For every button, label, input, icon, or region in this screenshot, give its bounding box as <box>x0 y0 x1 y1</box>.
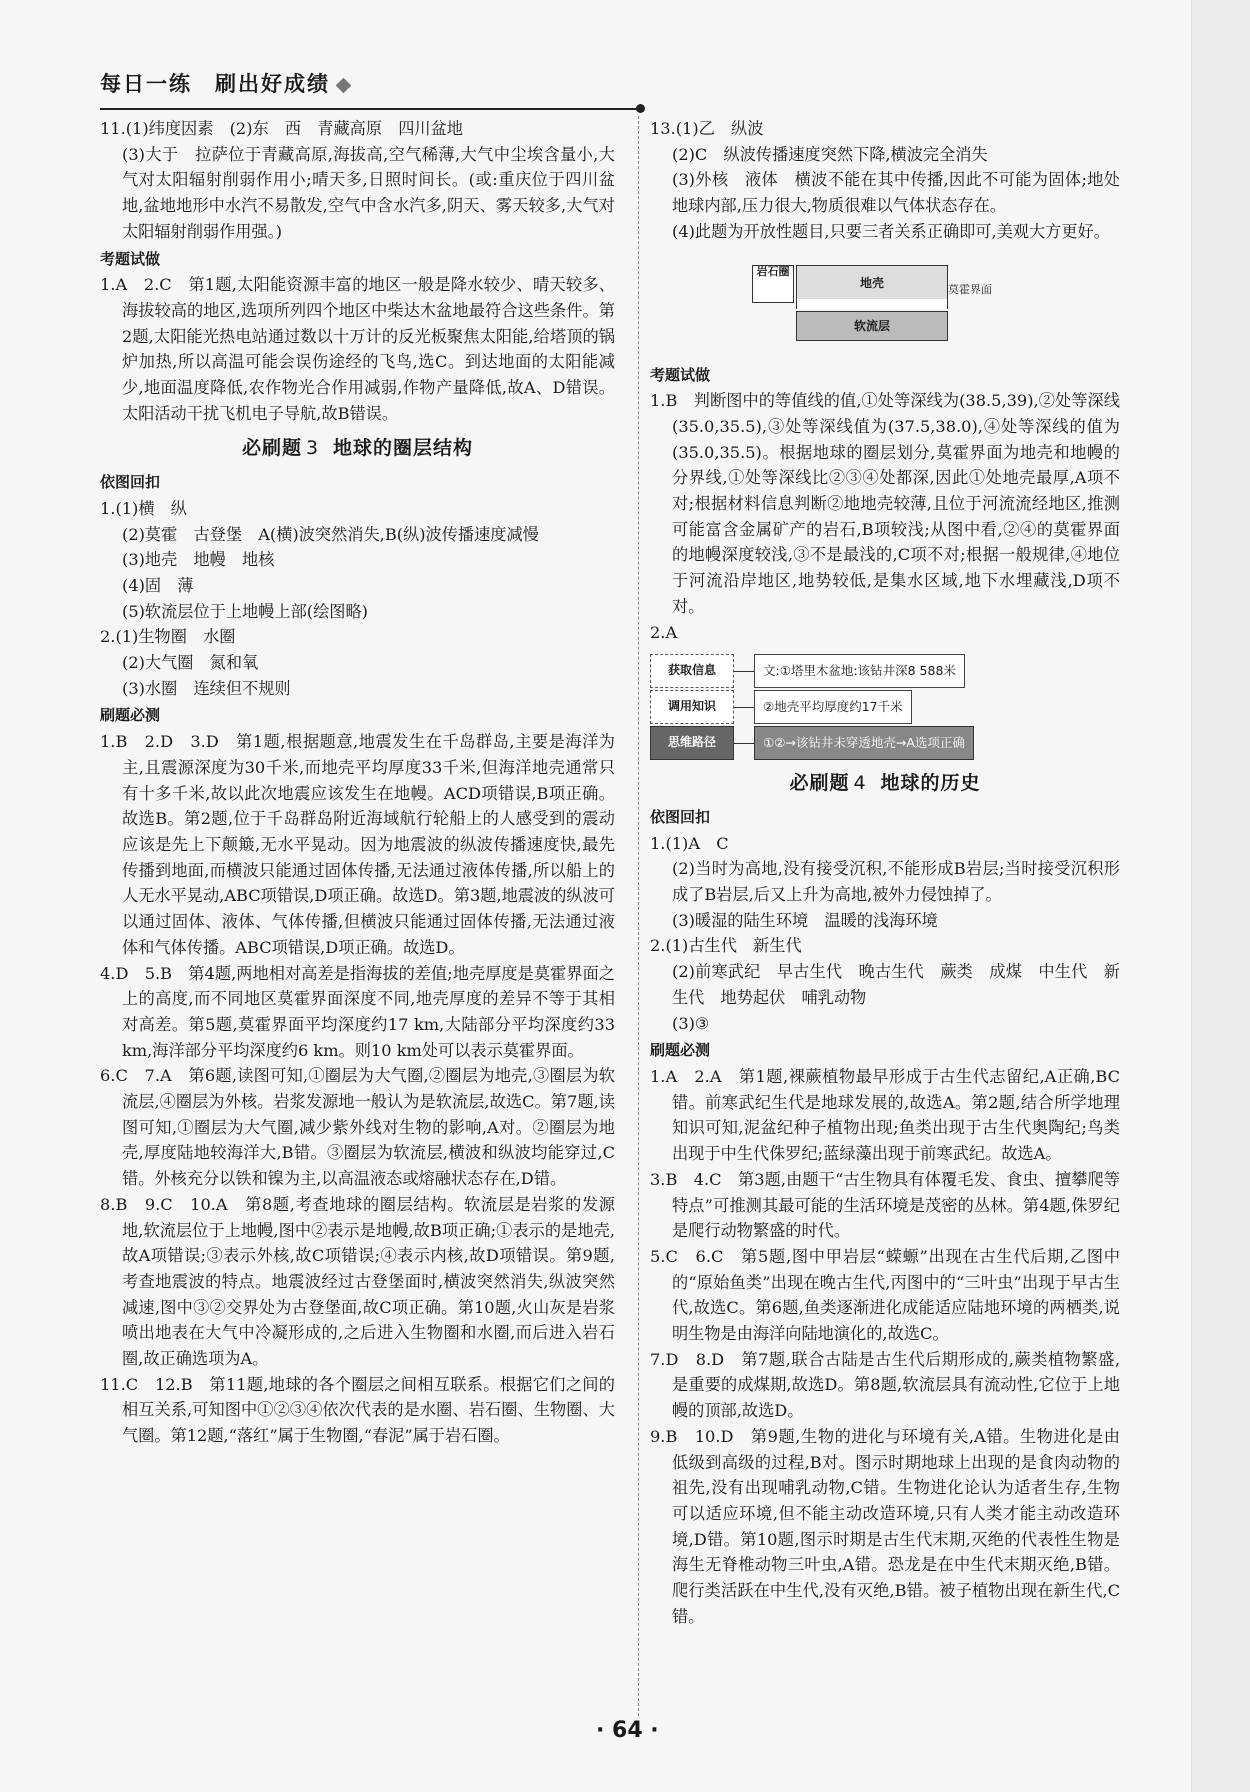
asthenosphere-layer: 软流层 <box>796 311 948 341</box>
reasoning-flow-diagram <box>650 653 1120 761</box>
flow-row <box>650 653 1120 689</box>
answer-paragraph: 1.B 判断图中的等值线的值,①处等深线为(38.5,39),②处等深线(35.0,35.5),③处等深线值为(37.5,38.0),④处等深线的值为(35.0,35.5)。根据地球的圈层划分,莫霍界面为地壳和地幔的分界线,①处等深线比②③④处都深,因此①处地壳最厚,A项不对;根据材料信息判断②地地壳较薄,且位于河流流经地区,推测可能富含金属矿产的岩石,B项较浅;从图中看,②④的莫霍界面的地幔深度较浅,③不是最浅的,C项不对;根据一般规律,④地位于河流沿岸地区,地势较低,是集水区域,地下水埋藏浅,D项不对。 <box>650 391 1120 616</box>
flow-content: ①②→该钻井未穿透地壳→A选项正确 <box>754 726 974 760</box>
flow-label: 获取信息 <box>650 654 734 688</box>
answer-paragraph: (2)C 纵波传播速度突然下降,横波完全消失 <box>672 144 988 164</box>
moho-label: 莫霍界面 <box>948 282 992 296</box>
answer-paragraph: (4)此题为开放性题目,只要三者关系正确即可,美观大方更好。 <box>672 221 1110 241</box>
answer-paragraph: 1.(1)A C <box>650 833 729 853</box>
section-heading: 考题试做 <box>650 365 711 384</box>
answer-paragraph: 1.B 2.D 3.D 第1题,根据题意,地震发生在千岛群岛,主要是海洋为主,且震源深度为30千米,而地壳平均厚度33千米,但海洋地壳通常只有十多千米,故以此次地震应该发生在地幔。ACD项错误,B项正确。故选B。第2题,位于千岛群岛附近海域航行轮船上的人感受到的震动应该是先上下颠簸,无水平晃动。因为地震波的纵波传播速度快,最先传播到地面,而横波只能通过固体传播,无法通过液体传播,所以船上的人无水平晃动,ABC项错误,D项正确。故选D。第3题,地震波的纵波可以通过固体、液体、气体传播,但横波只能通过固体传播,无法通过液体和气体传播。ABC项错误,D项正确。故选D。 <box>100 732 615 957</box>
flow-connector <box>734 743 754 744</box>
flow-row <box>650 689 1120 725</box>
answer-paragraph: 11.C 12.B 第11题,地球的各个圈层之间相互联系。根据它们之间的相互关系,可知图中①②③④依次代表的是水圈、岩石圈、生物圈、大气圈。第12题,“落红”属于生物圈,“春泥”属于岩石圈。 <box>100 1374 615 1446</box>
header-rule-dot <box>636 104 645 113</box>
right-column <box>650 116 1120 1629</box>
answer-paragraph: (2)大气圈 氮和氧 <box>122 653 259 673</box>
answer-paragraph: 8.B 9.C 10.A 第8题,考查地球的圈层结构。软流层是岩浆的发源地,软流层位于上地幔,图中②表示是地幔,故B项正确;①表示的是地壳,故A项错误;③表示外核,故C项错误;④表示内核,故D项错误。第9题,考查地震波的特点。地震波经过古登堡面时,横波突然消失,纵波突然减速,图中③②交界处为古登堡面,故C项正确。第10题,火山灰是岩浆喷出地表在大气中冷凝形成的,之后进入生物圈和水圈,而后进入岩石圈,故正确选项为A。 <box>100 1194 615 1369</box>
answer-paragraph: (2)前寒武纪 早古生代 晚古生代 蕨类 成煤 中生代 新生代 地势起伏 哺乳动物 <box>672 962 1120 1007</box>
flow-label: 思维路径 <box>650 726 734 760</box>
lithosphere-label: 岩石圈 <box>752 265 794 303</box>
answer-paragraph: (3)水圈 连续但不规则 <box>122 678 291 698</box>
answer-paragraph: (2)当时为高地,没有接受沉积,不能形成B岩层;当时接受沉积形成了B岩层,后又上升为高地,被外力侵蚀掉了。 <box>672 859 1120 905</box>
section-heading: 依图回扣 <box>650 807 711 826</box>
answer-paragraph: 7.D 8.D 第7题,联合古陆是古生代后期形成的,蕨类植物繁盛,是重要的成煤期,故选D。第8题,软流层具有流动性,它位于上地幔的顶部,故选D。 <box>650 1349 1120 1421</box>
chapter-heading: 必刷题 4 地球的历史 <box>789 772 981 795</box>
answer-paragraph: (3)地壳 地幔 地核 <box>122 550 275 570</box>
upper-mantle-band <box>796 299 948 309</box>
section-heading: 刷题必测 <box>650 1041 711 1060</box>
left-column <box>100 116 615 1449</box>
flow-label: 调用知识 <box>650 690 734 724</box>
answer-paragraph: (3)③ <box>672 1013 710 1033</box>
answer-paragraph: 13.(1)乙 纵波 <box>650 119 764 138</box>
answer-paragraph: (3)外核 液体 横波不能在其中传播,因此不可能为固体;地处地球内部,压力很大,物质很难以气体状态存在。 <box>672 170 1120 216</box>
answer-paragraph: 2.A <box>650 622 678 642</box>
answer-paragraph: 2.(1)古生代 新生代 <box>650 936 802 956</box>
flow-connector <box>734 671 754 672</box>
page-edge <box>1191 0 1250 1792</box>
answer-paragraph: 1.(1)横 纵 <box>100 498 187 518</box>
section-heading: 刷题必测 <box>100 706 161 725</box>
answer-paragraph: 1.A 2.C 第1题,太阳能资源丰富的地区一般是降水较少、晴天较多、海拔较高的地区,选项所列四个地区中柴达木盆地最符合这些条件。第2题,太阳能光热电站通过数以十万计的反光板聚焦太阳能,给塔顶的锅炉加热,所以高温可能会误伤途经的飞鸟,选C。到达地面的太阳能减少,地面温度降低,农作物光合作用减弱,作物产量降低,故A、D错误。太阳活动干扰飞机电子导航,故B错误。 <box>100 275 615 423</box>
header-rule <box>100 108 640 110</box>
answer-paragraph: 1.A 2.A 第1题,裸蕨植物最早形成于古生代志留纪,A正确,BC错。前寒武纪生代是地球发展的,故选A。第2题,结合所学地理知识可知,泥盆纪种子植物出现;鱼类出现于古生代奥陶纪;鸟类出现于中生代侏罗纪;蓝绿藻出现于前寒武纪。故选A。 <box>650 1066 1120 1164</box>
section-heading: 依图回扣 <box>100 473 161 492</box>
flow-content: ②地壳平均厚度约17千米 <box>754 690 912 724</box>
page-number: · 64 · <box>596 1718 659 1743</box>
flow-content: 文:①塔里木盆地:该钻井深8 588米 <box>754 654 965 688</box>
answer-paragraph: 4.D 5.B 第4题,两地相对高差是指海拔的差值;地壳厚度是莫霍界面之上的高度,而不同地区莫霍界面深度不同,地壳厚度的差异不等于其相对高差。第5题,莫霍界面平均深度约17 km,大陆部分平均深度约33 km,海洋部分平均深度约6 km。则10 km处可以表示莫霍界面。 <box>100 963 615 1060</box>
answer-paragraph: 5.C 6.C 第5题,图中甲岩层“蝾螈”出现在古生代后期,乙图中的“原始鱼类”出现在晚古生代,丙图中的“三叶虫”出现于早古生代,故选C。第6题,鱼类逐渐进化成能适应陆地环境的两栖类,说明生物是由海洋向陆地演化的,故选C。 <box>650 1246 1120 1344</box>
answer-paragraph: (4)固 薄 <box>122 575 194 595</box>
earth-layers-diagram <box>752 259 1002 359</box>
answer-paragraph: 9.B 10.D 第9题,生物的进化与环境有关,A错。生物进化是由低级到高级的过程,B对。图示时期地球上出现的是食肉动物的祖先,没有出现哺乳动物,C错。生物进化论认为适者生存,生物可以适应环境,但不能主动改造环境,只有人类才能主动改造环境,D错。第10题,图示时期是古生代末期,灭绝的代表性生物是海生无脊椎动物三叶虫,A错。恐龙是在中生代末期灭绝,B错。爬行类活跃在中生代,没有灭绝,B错。被子植物出现在新生代,C错。 <box>650 1426 1120 1626</box>
answer-paragraph: (2)莫霍 古登堡 A(横)波突然消失,B(纵)波传播速度减慢 <box>122 524 539 544</box>
answer-paragraph: 11.(1)纬度因素 (2)东 西 青藏高原 四川盆地 <box>100 119 463 138</box>
flow-row <box>650 725 1120 761</box>
answer-paragraph: (5)软流层位于上地幔上部(绘图略) <box>122 601 368 621</box>
answer-paragraph: 3.B 4.C 第3题,由题干“古生物具有体覆毛发、食虫、擅攀爬等特点”可推测其最可能的生活环境是茂密的丛林。第4题,侏罗纪是爬行动物繁盛的时代。 <box>650 1169 1120 1241</box>
section-heading: 考题试做 <box>100 249 161 268</box>
answer-paragraph: 2.(1)生物圈 水圈 <box>100 627 236 647</box>
answer-paragraph: 6.C 7.A 第6题,读图可知,①圈层为大气圈,②圈层为地壳,③圈层为软流层,④圈层为外核。岩浆发源地一般认为是软流层,故选C。第7题,读图可知,①圈层为大气圈,减少紫外线对生物的影响,A对。②圈层为地壳,厚度陆地较海洋大,B错。③圈层为软流层,横波和纵波均能穿过,C错。外核充分以铁和镍为主,以高温液态或熔融状态存在,D错。 <box>100 1066 615 1189</box>
crust-layer: 地壳 <box>796 265 948 301</box>
diamond-icon <box>336 77 352 93</box>
flow-connector <box>734 707 754 708</box>
answer-paragraph: (3)暖湿的陆生环境 温暖的浅海环境 <box>672 910 938 930</box>
answer-paragraph: (3)大于 拉萨位于青藏高原,海拔高,空气稀薄,大气中尘埃含量小,大气对太阳辐射削弱作用小;晴天多,日照时间长。(或:重庆位于四川盆地,盆地地形中水汽不易散发,空气中含水汽多,阴天、雾天较多,大气对太阳辐射削弱作用强。) <box>122 144 615 241</box>
chapter-heading: 必刷题 3 地球的圈层结构 <box>241 437 474 460</box>
column-divider <box>638 116 639 1716</box>
header-brand: 每日一练 刷出好成绩 <box>100 68 349 98</box>
